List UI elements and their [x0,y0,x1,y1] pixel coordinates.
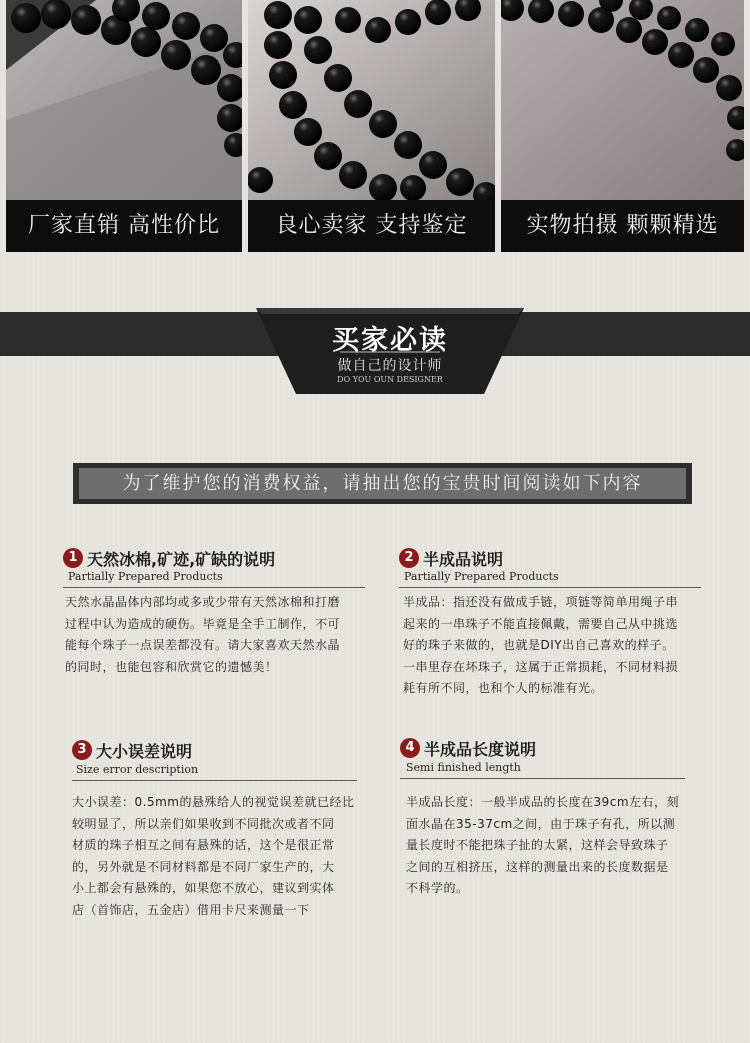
panel-caption: 厂家直销 高性价比 [6,200,242,252]
section-body [406,792,701,900]
section-number-badge: 1 [63,548,83,568]
body-line: 能每个珠子一点误差都没有。请大家喜欢天然水晶 [65,638,341,652]
body-line: 半成品长度：一般半成品的长度在39cm左右，刻 [406,795,680,809]
section-title: 天然冰棉,矿迹,矿缺的说明 [87,550,276,569]
section-length-note [400,738,700,895]
section-title: 半成品长度说明 [424,740,537,759]
section-divider [72,780,357,781]
body-line: 好的珠子来做的，也就是DIY出自己喜欢的样子。 [403,638,675,652]
section-subtitle-en: Size error description [76,763,199,776]
body-line: 小上都会有悬殊的，如果您不放心，建议到实体 [72,881,335,896]
section-title: 半成品说明 [423,550,504,569]
panel-caption: 良心卖家 支持鉴定 [248,200,495,252]
body-line: 起来的一串珠子不能直接佩戴，需要自己从中挑选 [403,616,679,631]
section-size-error-note [72,740,362,917]
section-ice-cotton-note [63,548,368,674]
body-line: 材质的珠子相互之间有悬殊的话，这个是很正常 [72,838,335,853]
section-divider [400,778,685,779]
body-line: 一串里存在坏珠子，这属于正常损耗，不同材料损 [403,659,679,674]
body-line: 耗有所不同，也和个人的标准有光。 [403,681,604,695]
body-line: 大小误差：0.5mm的悬殊给人的视觉误差就已经比 [72,795,355,809]
section-subtitle-en: Partially Prepared Products [404,570,559,583]
section-semi-finished-note [399,548,704,695]
body-line: 量长度时不能把珠子扯的太紧，这样会导致珠子 [406,838,669,852]
notice-bar [73,463,692,504]
body-line: 不科学的。 [406,881,469,895]
body-line: 天然水晶晶体内部均或多或少带有天然冰棉和打磨 [65,595,341,609]
section-divider [63,587,365,588]
section-number-badge: 3 [72,740,92,760]
section-body [403,592,703,700]
buyer-notice-badge [256,308,524,394]
body-line: 过程中认为造成的硬伤。毕竟是全手工制作，不可 [65,616,341,631]
section-number-badge: 2 [399,548,419,568]
banner-subtitle-en: DO YOU OUN DESIGNER [337,375,443,384]
panel-caption: 实物拍摄 颗颗精选 [501,200,744,252]
section-subtitle-en: Partially Prepared Products [68,570,223,583]
body-line: 店（首饰店，五金店）借用卡尺来测量一下 [72,902,310,917]
product-photo-panel-1 [6,0,242,252]
black-bead-photo-1 [6,0,242,200]
body-line: 之间的互相挤压，这样的测量出来的长度数据是 [406,859,669,874]
body-line: 半成品：指还没有做成手链，项链等简单用绳子串 [403,595,679,609]
body-line: 较明显了，所以亲们如果收到不同批次或者不同 [72,816,335,831]
section-subtitle-en: Semi finished length [406,761,521,774]
section-divider [399,587,701,588]
black-bead-photo-2 [248,0,495,200]
banner-subtitle: 做自己的设计师 [337,358,443,374]
section-number-badge: 4 [400,738,420,758]
body-line: 的，另外就是不同材料都是不同厂家生产的，大 [72,859,335,874]
banner-title: 买家必读 [332,325,448,356]
notice-text: 为了维护您的消费权益，请抽出您的宝贵时间阅读如下内容 [79,468,686,499]
black-bead-photo-3 [501,0,744,200]
section-body [65,592,370,678]
body-line: 的同时，也能包容和欣赏它的遗憾美！ [65,659,278,674]
section-title: 大小误差说明 [96,742,193,761]
body-line: 面水晶在35-37cm之间，由于珠子有孔，所以测 [406,816,676,831]
product-photo-panel-2 [248,0,495,252]
product-photo-panel-3 [501,0,744,252]
section-body [72,792,362,922]
